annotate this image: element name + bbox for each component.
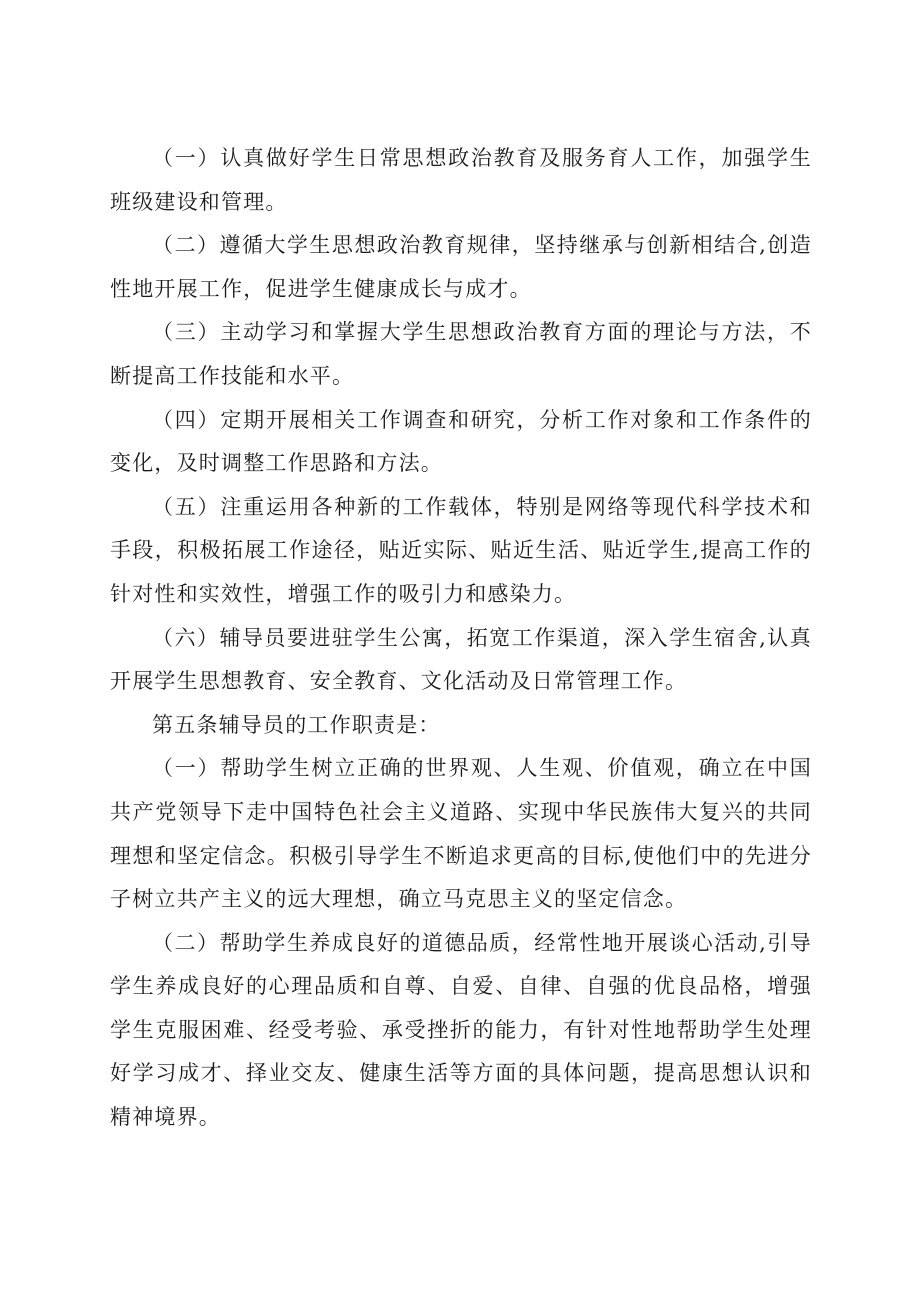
article-five-heading: 第五条辅导员的工作职责是： [152, 712, 441, 737]
paragraph-duty-4: （四）定期开展相关工作调查和研究，分析工作对象和工作条件的变化，及时调整工作思路和方法。 [110, 407, 812, 476]
paragraph-duty-6: （六）辅导员要进驻学生公寓，拓宽工作渠道，深入学生宿舍,认真开展学生思想教育、安全教育、文化活动及日常管理工作。 [110, 625, 812, 694]
paragraph-duty-3: （三）主动学习和掌握大学生思想政治教育方面的理论与方法，不断提高工作技能和水平。 [110, 320, 812, 388]
document-body [110, 137, 812, 1140]
paragraph-duty-5: （五）注重运用各种新的工作载体，特别是网络等现代科学技术和手段，积极拓展工作途径，贴近实际、贴近生活、贴近学生,提高工作的针对性和实效性，增强工作的吸引力和感染力。 [110, 494, 812, 606]
paragraph-responsibility-1: （一）帮助学生树立正确的世界观、人生观、价值观，确立在中国共产党领导下走中国特色社会主义道路、实现中华民族伟大复兴的共同理想和坚定信念。积极引导学生不断追求更高的目标,使他们中的先进分子树立共产主义的远大理想，确立马克思主义的坚定信念。 [110, 756, 812, 912]
paragraph-duty-1: （一）认真做好学生日常思想政治教育及服务育人工作，加强学生班级建设和管理。 [110, 146, 812, 214]
paragraph-duty-2: （二）遵循大学生思想政治教育规律，坚持继承与创新相结合,创造性地开展工作，促进学生健康成长与成才。 [110, 233, 812, 301]
paragraph-responsibility-2: （二）帮助学生养成良好的道德品质，经常性地开展谈心活动,引导学生养成良好的心理品质和自尊、自爱、自律、自强的优良品格，增强学生克服困难、经受考验、承受挫折的能力，有针对性地帮助学生处理好学习成才、择业交友、健康生活等方面的具体问题，提高思想认识和精神境界。 [110, 930, 812, 1130]
